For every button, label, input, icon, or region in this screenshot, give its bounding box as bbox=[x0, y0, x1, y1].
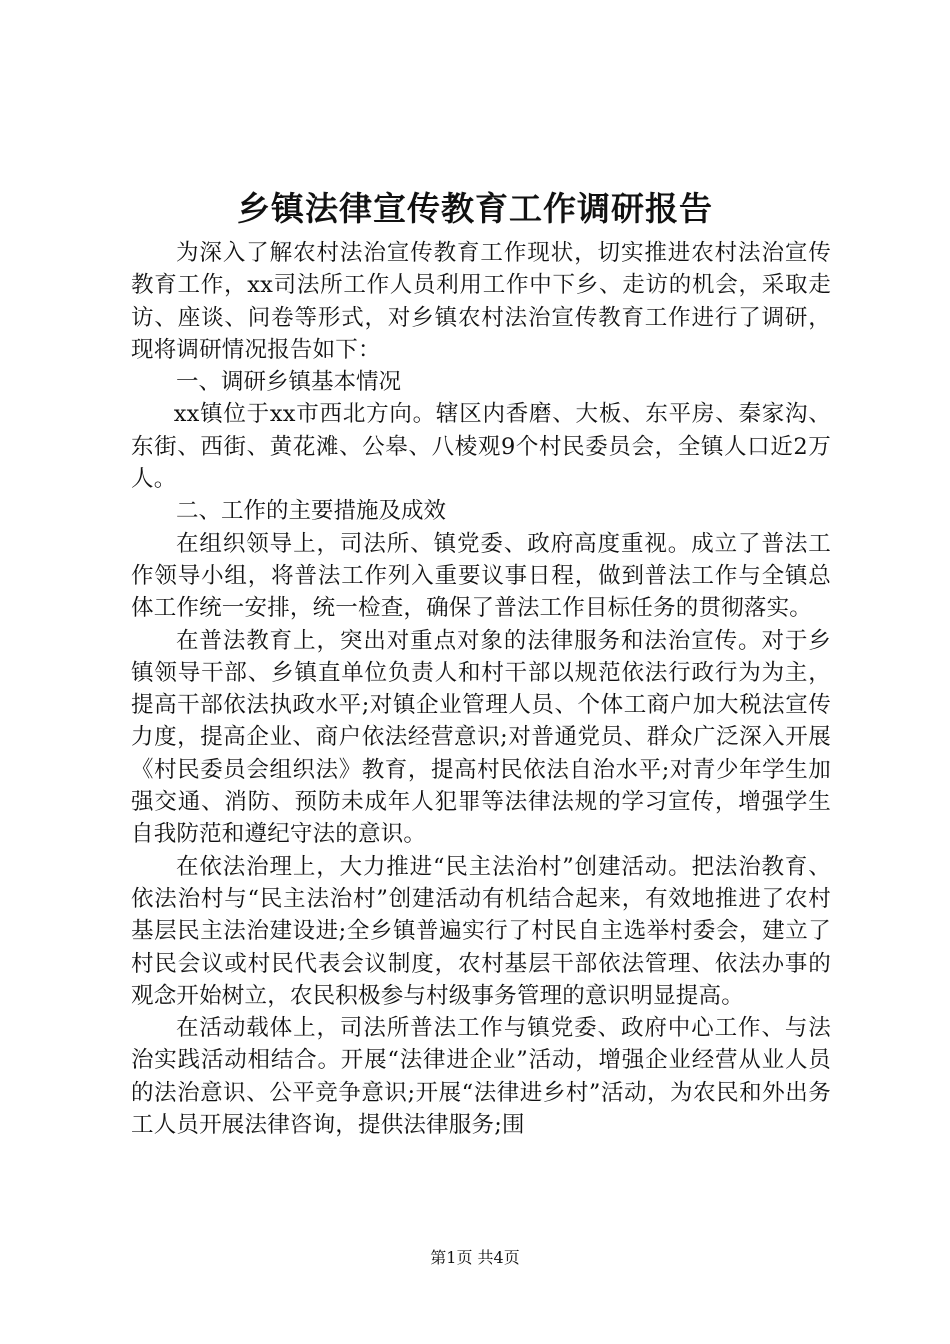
intro-paragraph: 为深入了解农村法治宣传教育工作现状，切实推进农村法治宣传教育工作，xx司法所工作人员利用工作中下乡、走访的机会，采取走访、座谈、问卷等形式，对乡镇农村法治宣传教育工作进行了调研，现将调研情况报告如下： bbox=[131, 240, 831, 363]
activities-paragraph: 在活动载体上，司法所普法工作与镇党委、政府中心工作、与法治实践活动相结合。开展“法律进企业”活动，增强企业经营从业人员的法治意识、公平竞争意识;开展“法律进乡村”活动，为农民和外出务工人员开展法律咨询，提供法律服务;围 bbox=[131, 1015, 831, 1139]
document-body bbox=[131, 237, 831, 1141]
section-heading-2: 二、工作的主要措施及成效 bbox=[176, 498, 447, 525]
document-title: 乡镇法律宣传教育工作调研报告 bbox=[237, 189, 713, 228]
organization-paragraph: 在组织领导上，司法所、镇党委、政府高度重视。成立了普法工作领导小组，将普法工作列入重要议事日程，做到普法工作与全镇总体工作统一安排，统一检查，确保了普法工作目标任务的贯彻落实。 bbox=[131, 530, 831, 622]
section-heading-1: 一、调研乡镇基本情况 bbox=[176, 369, 402, 396]
governance-paragraph: 在依法治理上，大力推进“民主法治村”创建活动。把法治教育、依法治村与“民主法治村”创建活动有机结合起来，有效地推进了农村基层民主法治建设进;全乡镇普遍实行了村民自主选举村委会，建立了村民会议或村民代表会议制度，农村基层干部依法管理、依法办事的观念开始树立，农民积极参与村级事务管理的意识明显提高。 bbox=[131, 853, 831, 1009]
page-footer: 第1页 共4页 bbox=[430, 1248, 520, 1267]
town-info-paragraph: xx镇位于xx市西北方向。辖区内香磨、大板、东平房、秦家沟、东街、西街、黄花滩、公皋、八棱观9个村民委员会，全镇人口近2万人。 bbox=[131, 401, 831, 493]
education-paragraph: 在普法教育上，突出对重点对象的法律服务和法治宣传。对于乡镇领导干部、乡镇直单位负责人和村干部以规范依法行政行为为主，提高干部依法执政水平;对镇企业管理人员、个体工商户加大税法宣传力度，提高企业、商户依法经营意识;对普通党员、群众广泛深入开展《村民委员会组织法》教育，提高村民依法自治水平;对青少年学生加强交通、消防、预防未成年人犯罪等法律法规的学习宣传，增强学生自我防范和遵纪守法的意识。 bbox=[131, 627, 831, 848]
